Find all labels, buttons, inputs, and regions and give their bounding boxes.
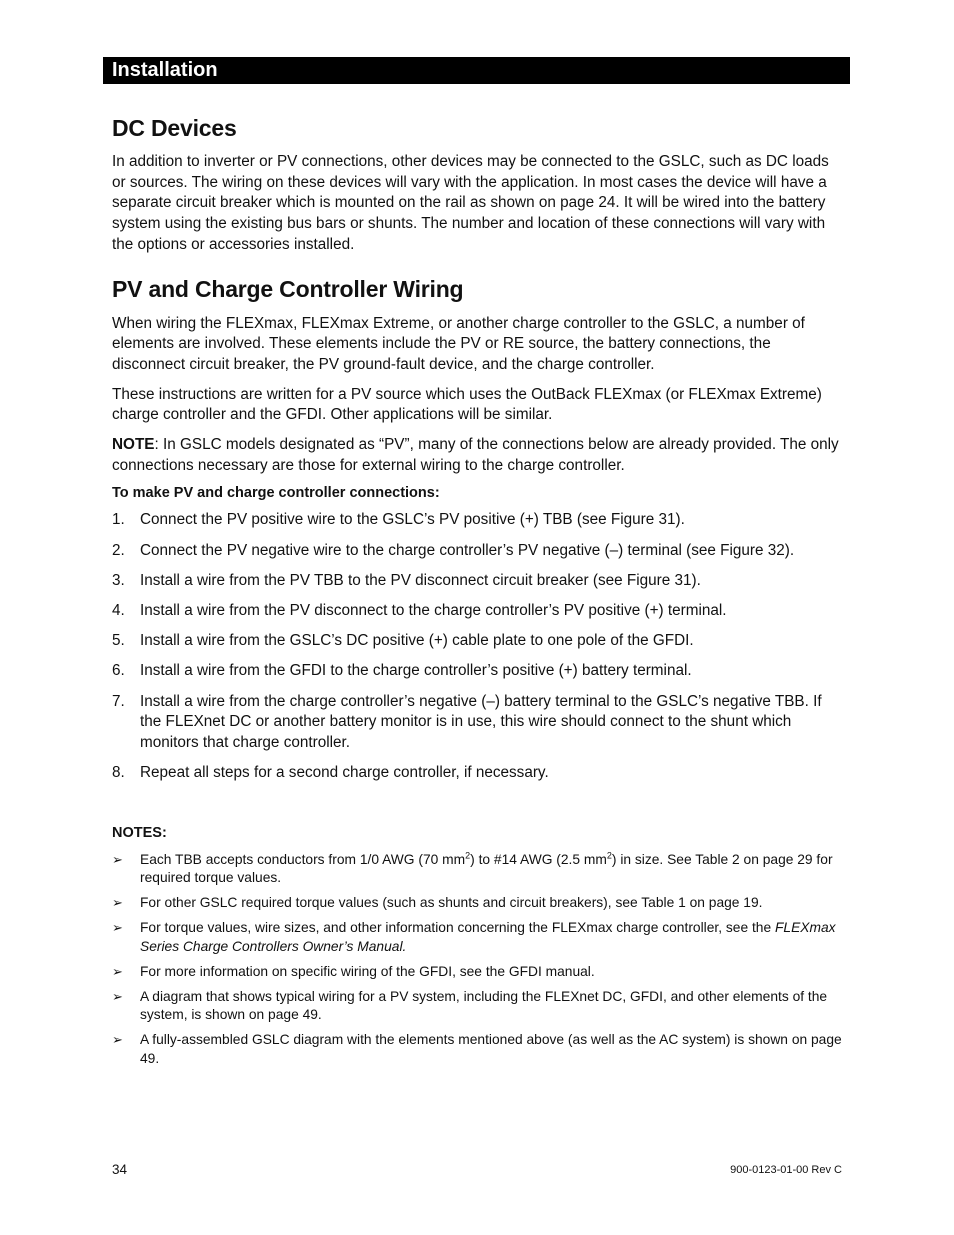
step-item: [112, 541, 842, 562]
procedure-heading: To make PV and charge controller connections:: [112, 485, 440, 502]
arrow-bullet-icon: ➢: [112, 895, 123, 911]
step-item: [112, 510, 842, 531]
note-item: [112, 1031, 842, 1068]
step-text: Install a wire from the GSLC’s DC positive (+) cable plate to one pole of the GFDI.: [140, 632, 694, 650]
step-text: Install a wire from the charge controller’s negative (–) battery terminal to the GSLC’s negative TBB. If the FLEXnet DC or another battery monitor is in use, this wire should connect to the shunt which monitors that charge controller.: [140, 692, 822, 752]
step-item: [112, 631, 842, 652]
note-item: [112, 919, 842, 956]
note-label: NOTE: [112, 436, 155, 454]
section-header-bar: [103, 57, 850, 84]
note-text: Each TBB accepts conductors from 1/0 AWG (70 $mm^2$) to #14 AWG (2.5 $mm^2$) in size. See Table 2 on page 29 for required torque values.: [140, 850, 833, 886]
dc-devices-heading: DC Devices: [112, 115, 237, 141]
step-number: 5.: [112, 632, 125, 650]
step-item: [112, 571, 842, 592]
pv-section: [112, 276, 842, 784]
page-content: [112, 115, 842, 1075]
arrow-bullet-icon: ➢: [112, 988, 123, 1004]
arrow-bullet-icon: ➢: [112, 920, 123, 936]
step-number: 1.: [112, 511, 125, 529]
step-number: 7.: [112, 692, 125, 710]
notes-section: [112, 825, 842, 1069]
pv-heading: PV and Charge Controller Wiring: [112, 275, 464, 302]
step-item: [112, 601, 842, 622]
pv-paragraph-1: When wiring the FLEXmax, FLEXmax Extreme, or another charge controller to the GSLC, a number of elements are involved. These elements include the PV or RE source, the battery connections, the disconnect circuit breaker, the PV ground-fault device, and the charge controller.: [112, 314, 805, 373]
note-text: For torque values, wire sizes, and other information concerning the FLEXmax charge controller, see the FLEXmax Series Charge Controllers Owner’s Manual.: [140, 920, 836, 954]
dc-devices-body: In addition to inverter or PV connections, other devices may be connected to the GSLC, such as DC loads or sources. The wiring on these devices will vary with the application. In most cases the device will have a separate circuit breaker which is mounted on the rail as shown on page 24. It will be wired into the battery system using the existing bus bars or shunts. The number and location of these connections will vary with the options or accessories installed.: [112, 153, 829, 253]
step-item: [112, 763, 842, 784]
note-text: A diagram that shows typical wiring for a PV system, including the FLEXnet DC, GFDI, and other elements of the system, is shown on page 49.: [140, 988, 828, 1023]
step-text: Install a wire from the PV disconnect to the charge controller’s PV positive (+) terminal.: [140, 602, 727, 620]
step-item: [112, 692, 842, 754]
page-number: 34: [112, 1162, 128, 1177]
step-text: Repeat all steps for a second charge controller, if necessary.: [140, 764, 549, 782]
pv-paragraph-2: These instructions are written for a PV source which uses the OutBack FLEXmax (or FLEXmax Extreme) charge controller and the GFDI. Other applications will be similar.: [112, 385, 822, 424]
section-title: Installation: [112, 59, 218, 81]
note-item: [112, 894, 842, 913]
arrow-bullet-icon: ➢: [112, 963, 123, 979]
step-number: 2.: [112, 541, 125, 559]
step-text: Connect the PV negative wire to the charge controller’s PV negative (–) terminal (see Figure 32).: [140, 541, 795, 559]
step-text: Connect the PV positive wire to the GSLC’s PV positive (+) TBB (see Figure 31).: [140, 511, 685, 529]
pv-note: [112, 435, 842, 476]
note-item: [112, 851, 842, 888]
note-item: [112, 988, 842, 1025]
dc-devices-section: [112, 115, 842, 256]
step-text: Install a wire from the GFDI to the charge controller’s positive (+) battery terminal.: [140, 662, 692, 680]
step-text: Install a wire from the PV TBB to the PV disconnect circuit breaker (see Figure 31).: [140, 571, 701, 589]
note-text: A fully-assembled GSLC diagram with the elements mentioned above (as well as the AC system) is shown on page 49.: [140, 1032, 842, 1066]
step-number: 4.: [112, 602, 125, 620]
step-number: 6.: [112, 662, 125, 680]
note-text: For other GSLC required torque values (such as shunts and circuit breakers), see Table 1 on page 19.: [140, 895, 763, 911]
note-text: : In GSLC models designated as “PV”, many of the connections below are already provided. The only connections necessary are those for external wiring to the charge controller.: [112, 436, 839, 474]
arrow-bullet-icon: ➢: [112, 851, 123, 867]
arrow-bullet-icon: ➢: [112, 1032, 123, 1048]
notes-list: [112, 851, 842, 1069]
step-number: 3.: [112, 571, 125, 589]
note-item: [112, 963, 842, 982]
document-id: 900-0123-01-00 Rev C: [730, 1164, 842, 1176]
note-text: For more information on specific wiring of the GFDI, see the GFDI manual.: [140, 963, 595, 979]
manual-title: FLEXmax Series Charge Controllers Owner’s Manual.: [140, 920, 836, 954]
step-number: 8.: [112, 764, 125, 782]
procedure-steps: [112, 510, 842, 784]
step-item: [112, 661, 842, 682]
notes-heading: NOTES:: [112, 824, 167, 841]
